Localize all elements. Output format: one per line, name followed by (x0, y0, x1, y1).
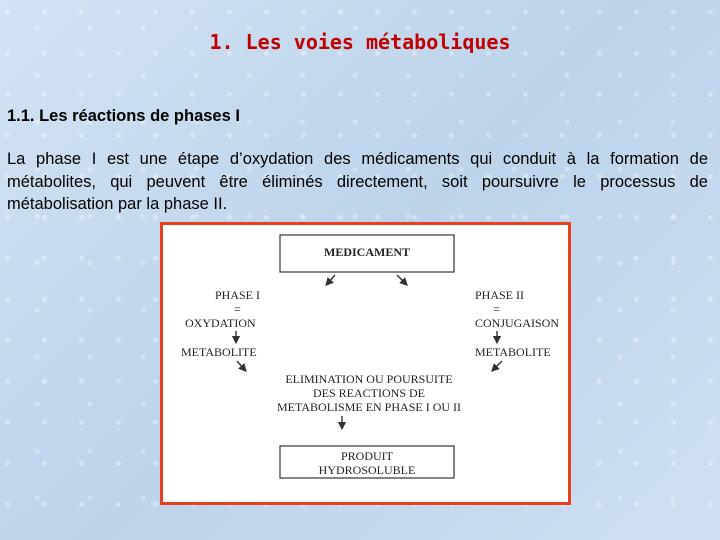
conjugaison-label: CONJUGAISON (475, 316, 560, 330)
phase2-label: PHASE II (475, 288, 525, 302)
diagram-canvas (163, 225, 568, 502)
arrow-to-phase1-icon (328, 275, 335, 283)
metabolism-diagram (160, 222, 571, 505)
phase1-label: PHASE I (215, 288, 261, 302)
elimination-line3: METABOLISME EN PHASE I OU II (276, 400, 462, 414)
arrow-right-to-elimination-icon (494, 361, 502, 369)
phase1-equals: = (234, 302, 241, 316)
phase2-equals: = (493, 302, 500, 316)
arrow-left-to-elimination-icon (237, 361, 244, 369)
intro-paragraph: La phase I est une étape d’oxydation des médicaments qui conduit à la formation de métabolites, qui peuvent être éliminés directement, soit poursuivre le processus de métabolisation par la phase II. (7, 150, 708, 213)
metabolite-right-label: METABOLITE (475, 345, 551, 359)
product-line1: PRODUIT (340, 449, 394, 463)
product-line2: HYDROSOLUBLE (318, 463, 416, 477)
slide-title: 1. Les voies métaboliques (209, 30, 511, 54)
elimination-line2: DES REACTIONS DE (312, 386, 426, 400)
arrow-to-phase2-icon (397, 275, 405, 283)
section-subtitle: 1.1. Les réactions de phases I (7, 107, 240, 125)
medicament-label: MEDICAMENT (324, 245, 410, 259)
metabolite-left-label: METABOLITE (181, 345, 257, 359)
oxydation-label: OXYDATION (185, 316, 256, 330)
elimination-line1: ELIMINATION OU POURSUITE (285, 372, 453, 386)
